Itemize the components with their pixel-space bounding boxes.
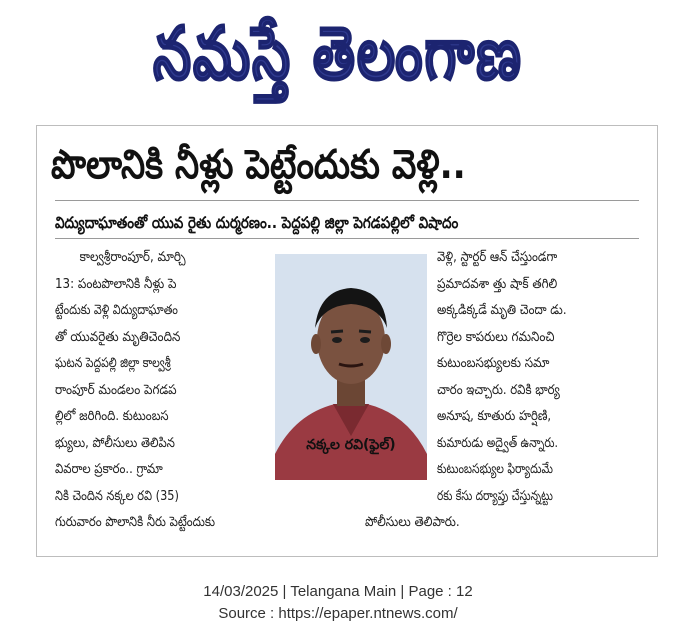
article-left-column bbox=[55, 244, 277, 536]
footer-date-edition: 14/03/2025 | Telangana Main | Page : 12 bbox=[203, 583, 473, 600]
article-text-line: ప్రమాదవశా త్తు షాక్‌ తగిలి bbox=[437, 275, 558, 292]
article-text-line: ఘటన పెద్దపల్లి జిల్లా కాల్వశ్రీ bbox=[55, 355, 171, 371]
article-clipping bbox=[36, 125, 658, 557]
photo-caption: నక్కల రవి(ఫైల్‌) bbox=[306, 437, 396, 453]
newspaper-logo: నమస్తే తెలంగాణ bbox=[153, 10, 523, 96]
article-text-line: నికి చెందిన నక్కల రవి (35) bbox=[55, 487, 179, 504]
article-headline: పొలానికి నీళ్లు పెట్టేందుకు వెళ్లి.. bbox=[51, 142, 466, 188]
footer-source: Source : https://epaper.ntnews.com/ bbox=[218, 605, 458, 622]
article-text-line: వెళ్లి, స్టార్టర్‌ ఆన్‌ చేస్తుండగా bbox=[437, 249, 558, 265]
subheadline-divider bbox=[55, 238, 639, 239]
article-subheadline: విద్యుదాఘాతంతో యువ రైతు దుర్మరణం.. పెద్దపల్లి జిల్లా పెగడపల్లిలో విషాదం bbox=[55, 213, 459, 232]
article-text-line: కుటుంబసభ్యులకు సమా bbox=[437, 355, 550, 371]
article-text-line: అక్కడిక్కడే మృతి చెందా డు. bbox=[437, 302, 567, 318]
article-text-line: రకు కేసు దర్యాప్తు చేస్తున్నట్టు bbox=[437, 487, 553, 504]
article-text-line: రాంపూర్‌ మండలం పెగడప bbox=[55, 381, 177, 398]
article-text-line: కుటుంబసభ్యుల ఫిర్యాదుమే bbox=[437, 461, 553, 477]
masthead bbox=[0, 0, 676, 108]
article-text-line: గొర్రెల కాపరులు గమనించి bbox=[437, 328, 555, 345]
article-text-line: 13: పంటపొలానికి నీళ్లు పె bbox=[55, 275, 177, 292]
article-text-line: అనూష, కూతురు హర్షిణి, bbox=[437, 408, 552, 424]
article-text-line: కుమారుడు అద్వైత్‌ ఉన్నారు. bbox=[437, 434, 558, 451]
headline-divider bbox=[55, 200, 639, 201]
article-right-column bbox=[365, 244, 643, 536]
article-text-line: గురువారం పొలానికి నీరు పెట్టేందుకు bbox=[55, 514, 215, 530]
article-text-line: చారం ఇచ్చారు. రవికి భార్య bbox=[437, 381, 560, 398]
article-text-line: కాల్వశ్రీరాంపూర్‌, మార్చి bbox=[79, 249, 186, 265]
article-text-line: తో యువరైతు మృతిచెందిన bbox=[55, 328, 181, 345]
article-text-line: పోలీసులు తెలిపారు. bbox=[365, 514, 460, 530]
article-text-line: ల్లిలో జరిగింది. కుటుంబస bbox=[55, 408, 169, 424]
article-text-line: భ్యులు, పోలీసులు తెలిపిన bbox=[55, 434, 175, 451]
article-text-line: వివరాల ప్రకారం.. గ్రామా bbox=[55, 461, 163, 477]
article-text-line: ట్టేందుకు వెళ్లి విద్యుదాఘాతం bbox=[55, 302, 178, 318]
